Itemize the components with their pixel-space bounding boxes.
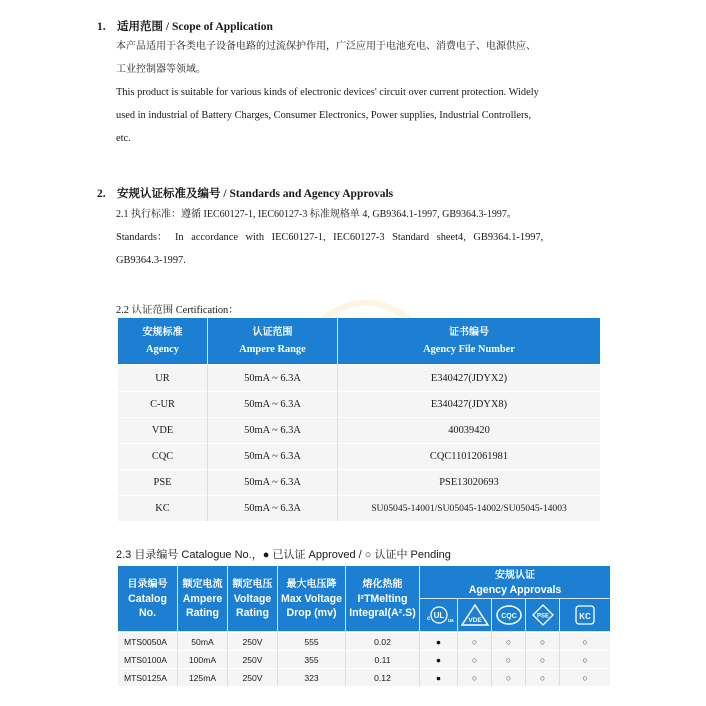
kc-logo-icon bbox=[574, 604, 596, 626]
catalog-cell: MTS0100A bbox=[118, 650, 178, 668]
ampere-cell: 100mA bbox=[178, 650, 228, 668]
header-agency-cn: 安规标准 bbox=[142, 327, 183, 338]
agency-cell: KC bbox=[118, 495, 208, 521]
range-cell: 50mA ~ 6.3A bbox=[208, 364, 338, 391]
standards-cn: 2.1 执行标准：遵循 IEC60127-1, IEC60127-3 标准规格单 4, GB9364.1-1997, GB9364.3-1997。 bbox=[116, 209, 517, 220]
melting-cell: 0.11 bbox=[346, 650, 420, 668]
vde-logo-text: VDE bbox=[467, 617, 482, 624]
header-range-cn: 认证范围 bbox=[252, 327, 293, 338]
catalogue-table bbox=[118, 566, 610, 686]
melting-cell: 0.12 bbox=[346, 668, 420, 686]
header-melting-en1: I²TMelting bbox=[357, 593, 408, 605]
kc-status-icon: ○ bbox=[560, 632, 610, 650]
cqc-logo-cell bbox=[492, 599, 526, 632]
header-catalog-en2: No. bbox=[138, 607, 157, 619]
table-row bbox=[118, 632, 610, 650]
catalog-cell: MTS0125A bbox=[118, 668, 178, 686]
header-ampere-cn: 额定电流 bbox=[182, 579, 223, 590]
drop-cell: 355 bbox=[278, 650, 346, 668]
section2-number: 2. bbox=[97, 188, 106, 200]
cqc-status-icon: ○ bbox=[492, 668, 526, 686]
file-cell: PSE13020693 bbox=[338, 469, 600, 495]
header-agency-approvals-cn: 安规认证 bbox=[495, 569, 535, 581]
section2-title-en: / Standards and Agency Approvals bbox=[223, 188, 394, 200]
ul-logo-text: UL bbox=[433, 611, 444, 620]
approved-text: 已认证 Approved / bbox=[269, 549, 365, 561]
melting-cell: 0.02 bbox=[346, 632, 420, 650]
standards-en-1: Standards： In accordance with IEC60127-1, IEC60127-3 Standard sheet4, GB9364.1-1997, bbox=[116, 232, 544, 243]
kc-status-icon: ○ bbox=[560, 668, 610, 686]
section1-title-en: / Scope of Application bbox=[165, 21, 273, 33]
pse-status-icon: ○ bbox=[526, 668, 560, 686]
file-cell: E340427(JDYX2) bbox=[338, 364, 600, 391]
section1-number: 1. bbox=[97, 21, 106, 33]
section1-title-cn: 适用范围 bbox=[117, 19, 163, 33]
header-melting bbox=[346, 566, 420, 632]
header-voltage-cn: 额定电压 bbox=[232, 579, 273, 590]
header-catalog-cn: 目录编号 bbox=[127, 579, 168, 590]
header-melting-en2: Integral(A².S) bbox=[349, 607, 416, 619]
file-cell: SU05045-14001/SU05045-14002/SU05045-14003 bbox=[338, 495, 600, 521]
pse-status-icon: ○ bbox=[526, 650, 560, 668]
kc-logo-cell bbox=[560, 599, 610, 632]
header-range bbox=[208, 318, 338, 364]
catalogue-label: 2.3 目录编号 Catalogue No.， bbox=[116, 549, 263, 561]
ampere-cell: 125mA bbox=[178, 668, 228, 686]
certification-header-row bbox=[118, 318, 600, 364]
cqc-logo-icon bbox=[495, 604, 523, 626]
vde-status-icon: ○ bbox=[458, 668, 492, 686]
table-row bbox=[118, 417, 600, 443]
header-agency bbox=[118, 318, 208, 364]
ul-logo-icon bbox=[424, 604, 454, 626]
ul-status-icon: ● bbox=[420, 668, 458, 686]
table-row bbox=[118, 469, 600, 495]
pending-text: 认证中 Pending bbox=[371, 549, 451, 561]
voltage-cell: 250V bbox=[228, 650, 278, 668]
header-voltage-en2: Rating bbox=[236, 607, 269, 619]
catalogue-legend bbox=[116, 546, 451, 562]
section2-title bbox=[97, 185, 393, 201]
vde-logo-cell bbox=[458, 599, 492, 632]
range-cell: 50mA ~ 6.3A bbox=[208, 443, 338, 469]
header-ampere bbox=[178, 566, 228, 632]
pse-logo-cell bbox=[526, 599, 560, 632]
header-file-en: Agency File Number bbox=[423, 344, 515, 355]
header-agency-approvals bbox=[420, 566, 610, 599]
approved-symbol-icon: ● bbox=[262, 549, 270, 561]
drop-cell: 555 bbox=[278, 632, 346, 650]
range-cell: 50mA ~ 6.3A bbox=[208, 417, 338, 443]
header-catalog bbox=[118, 566, 178, 632]
vde-logo-icon bbox=[460, 603, 490, 627]
header-voltage-en1: Voltage bbox=[233, 593, 272, 605]
header-drop-en1: Max Voltage bbox=[280, 593, 343, 605]
table-row bbox=[118, 364, 600, 391]
voltage-cell: 250V bbox=[228, 668, 278, 686]
ul-logo-cell bbox=[420, 599, 458, 632]
voltage-cell: 250V bbox=[228, 632, 278, 650]
section1-para-cn-2: 工业控制器等领域。 bbox=[116, 64, 206, 75]
table-row bbox=[118, 391, 600, 417]
range-cell: 50mA ~ 6.3A bbox=[208, 469, 338, 495]
header-drop bbox=[278, 566, 346, 632]
section1-para-cn-1: 本产品适用于各类电子设备电路的过流保护作用，广泛应用于电池充电、消费电子、电源供应、 bbox=[116, 41, 536, 52]
header-catalog-en1: Catalog bbox=[128, 593, 167, 605]
pse-logo-icon bbox=[531, 603, 555, 627]
pse-logo-text: PSE bbox=[536, 613, 549, 620]
section2-title-cn: 安规认证标准及编号 bbox=[117, 186, 221, 200]
standards-en-2: GB9364.3-1997. bbox=[116, 255, 186, 266]
kc-logo-text: KC bbox=[579, 612, 591, 621]
header-agency-en: Agency bbox=[146, 344, 179, 355]
svg-text:us: us bbox=[447, 618, 454, 624]
section1-body bbox=[116, 35, 539, 150]
cqc-logo-text: CQC bbox=[500, 613, 517, 620]
section1-title bbox=[97, 18, 273, 34]
cqc-status-icon: ○ bbox=[492, 650, 526, 668]
certification-table bbox=[118, 318, 600, 521]
ul-status-icon: ● bbox=[420, 650, 458, 668]
pending-symbol-icon: ○ bbox=[364, 549, 372, 561]
header-file bbox=[338, 318, 600, 364]
section1-para-en-3: etc. bbox=[116, 133, 131, 144]
file-cell: E340427(JDYX8) bbox=[338, 391, 600, 417]
catalogue-header-row bbox=[118, 566, 610, 599]
certification-label: 2.2 认证范围 Certification： bbox=[116, 305, 239, 316]
agency-cell: C-UR bbox=[118, 391, 208, 417]
table-row bbox=[118, 495, 600, 521]
file-cell: CQC11012061981 bbox=[338, 443, 600, 469]
agency-cell: PSE bbox=[118, 469, 208, 495]
header-melting-cn: 熔化热能 bbox=[362, 579, 403, 590]
pse-status-icon: ○ bbox=[526, 632, 560, 650]
agency-cell: VDE bbox=[118, 417, 208, 443]
agency-cell: CQC bbox=[118, 443, 208, 469]
cqc-status-icon: ○ bbox=[492, 632, 526, 650]
header-ampere-en1: Ampere bbox=[182, 593, 223, 605]
header-voltage bbox=[228, 566, 278, 632]
section2-standards bbox=[116, 203, 543, 272]
header-range-en: Ampere Range bbox=[239, 344, 306, 355]
svg-text:c: c bbox=[426, 616, 430, 622]
header-drop-cn: 最大电压降 bbox=[286, 579, 337, 590]
range-cell: 50mA ~ 6.3A bbox=[208, 391, 338, 417]
kc-status-icon: ○ bbox=[560, 650, 610, 668]
table-row bbox=[118, 668, 610, 686]
header-file-cn: 证书编号 bbox=[449, 327, 489, 338]
header-agency-approvals-en: Agency Approvals bbox=[468, 583, 562, 596]
file-cell: 40039420 bbox=[338, 417, 600, 443]
range-cell: 50mA ~ 6.3A bbox=[208, 495, 338, 521]
drop-cell: 323 bbox=[278, 668, 346, 686]
agency-cell: UR bbox=[118, 364, 208, 391]
header-drop-en2: Drop (mv) bbox=[286, 607, 337, 619]
ampere-cell: 50mA bbox=[178, 632, 228, 650]
section1-para-en-1: This product is suitable for various kinds of electronic devices' circuit over current protection. Widely bbox=[116, 87, 539, 98]
table-row bbox=[118, 650, 610, 668]
table-row bbox=[118, 443, 600, 469]
section1-para-en-2: used in industrial of Battery Charges, Consumer Electronics, Power supplies, Industrial Controllers, bbox=[116, 110, 532, 121]
catalog-cell: MTS0050A bbox=[118, 632, 178, 650]
header-ampere-en2: Rating bbox=[186, 607, 219, 619]
vde-status-icon: ○ bbox=[458, 650, 492, 668]
ul-status-icon: ● bbox=[420, 632, 458, 650]
vde-status-icon: ○ bbox=[458, 632, 492, 650]
